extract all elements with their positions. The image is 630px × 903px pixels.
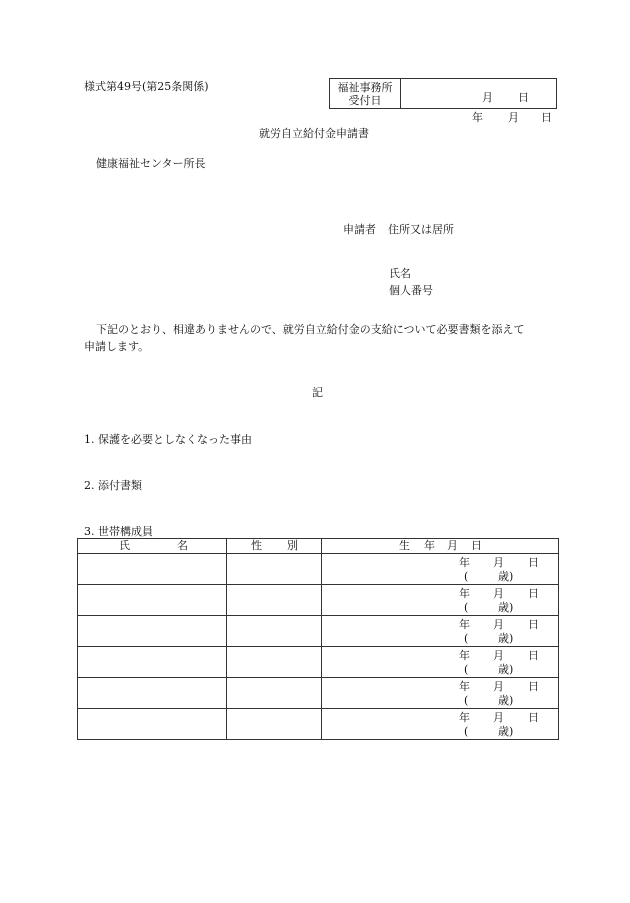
cell-name[interactable] xyxy=(78,709,227,740)
header-dob-d: 日 xyxy=(471,539,482,552)
dob-month: 月 xyxy=(493,587,504,600)
age-label: 歳) xyxy=(498,663,514,676)
cell-sex[interactable] xyxy=(227,585,322,616)
dob-year: 年 xyxy=(459,556,470,569)
age-open: ( xyxy=(464,694,469,707)
header-dob xyxy=(322,539,559,554)
date-day: 日 xyxy=(541,111,552,124)
age-open: ( xyxy=(464,601,469,614)
header-dob-a: 生 xyxy=(399,539,410,552)
item-attachments: 2. 添付書類 xyxy=(84,479,142,492)
page-title: 就労自立給付金申請書 xyxy=(259,127,369,140)
dob-year: 年 xyxy=(459,649,470,662)
header-name xyxy=(78,539,227,554)
cell-dob[interactable] xyxy=(322,678,559,709)
age-open: ( xyxy=(464,725,469,738)
age-open: ( xyxy=(464,632,469,645)
table-row xyxy=(78,616,559,647)
age-label: 歳) xyxy=(498,725,514,738)
reception-date-field[interactable] xyxy=(401,79,556,108)
cell-name[interactable] xyxy=(78,678,227,709)
cell-sex[interactable] xyxy=(227,616,322,647)
item-reason: 1. 保護を必要としなくなった事由 xyxy=(84,433,252,446)
item-household: 3. 世帯構成員 xyxy=(84,525,153,538)
cell-dob[interactable] xyxy=(322,585,559,616)
cell-sex[interactable] xyxy=(227,709,322,740)
dob-month: 月 xyxy=(493,618,504,631)
dob-month: 月 xyxy=(493,680,504,693)
dob-day: 日 xyxy=(528,680,539,693)
cell-sex[interactable] xyxy=(227,678,322,709)
reception-label xyxy=(330,79,401,108)
dob-year: 年 xyxy=(459,618,470,631)
table-row xyxy=(78,709,559,740)
dob-year: 年 xyxy=(459,587,470,600)
addressee: 健康福祉センター所長 xyxy=(96,157,206,170)
table-header-row xyxy=(78,539,559,554)
table-row xyxy=(78,585,559,616)
header-sex xyxy=(227,539,322,554)
form-number: 様式第49号(第25条関係) xyxy=(84,80,209,93)
cell-name[interactable] xyxy=(78,554,227,585)
cell-sex[interactable] xyxy=(227,647,322,678)
cell-name[interactable] xyxy=(78,647,227,678)
table-row xyxy=(78,678,559,709)
dob-month: 月 xyxy=(493,649,504,662)
name-label: 氏名 xyxy=(389,267,411,280)
dob-year: 年 xyxy=(459,680,470,693)
dob-day: 日 xyxy=(528,649,539,662)
age-label: 歳) xyxy=(498,632,514,645)
cell-name[interactable] xyxy=(78,616,227,647)
cell-sex[interactable] xyxy=(227,554,322,585)
address-label: 住所又は居所 xyxy=(388,223,454,236)
cell-name[interactable] xyxy=(78,585,227,616)
header-sex-a: 性 xyxy=(251,539,262,552)
header-dob-c: 月 xyxy=(447,539,458,552)
id-number-label: 個人番号 xyxy=(389,284,433,297)
ki-heading: 記 xyxy=(312,386,323,399)
dob-year: 年 xyxy=(459,711,470,724)
age-label: 歳) xyxy=(498,570,514,583)
reception-box xyxy=(329,78,557,109)
dob-day: 日 xyxy=(528,556,539,569)
table-row xyxy=(78,647,559,678)
date-year: 年 xyxy=(472,111,483,124)
household-members-table xyxy=(77,538,559,740)
cell-dob[interactable] xyxy=(322,616,559,647)
header-name-a: 氏 xyxy=(119,539,130,552)
table-row xyxy=(78,554,559,585)
reception-day: 日 xyxy=(518,91,529,104)
date-month: 月 xyxy=(508,111,519,124)
age-open: ( xyxy=(464,663,469,676)
dob-day: 日 xyxy=(528,618,539,631)
body-text-line1: 下記のとおり、相違ありませんので、就労自立給付金の支給について必要書類を添えて xyxy=(96,323,525,336)
reception-label-office: 福祉事務所 xyxy=(337,80,393,94)
applicant-label: 申請者 xyxy=(343,223,376,236)
age-open: ( xyxy=(464,570,469,583)
reception-label-date: 受付日 xyxy=(348,93,382,107)
header-name-b: 名 xyxy=(177,539,188,552)
reception-month: 月 xyxy=(482,91,493,104)
body-text-line2: 申請します。 xyxy=(84,340,150,353)
age-label: 歳) xyxy=(498,601,514,614)
header-sex-b: 別 xyxy=(287,539,298,552)
dob-month: 月 xyxy=(493,711,504,724)
age-label: 歳) xyxy=(498,694,514,707)
header-dob-b: 年 xyxy=(424,539,435,552)
dob-day: 日 xyxy=(528,587,539,600)
cell-dob[interactable] xyxy=(322,554,559,585)
cell-dob[interactable] xyxy=(322,647,559,678)
dob-month: 月 xyxy=(493,556,504,569)
cell-dob[interactable] xyxy=(322,709,559,740)
dob-day: 日 xyxy=(528,711,539,724)
